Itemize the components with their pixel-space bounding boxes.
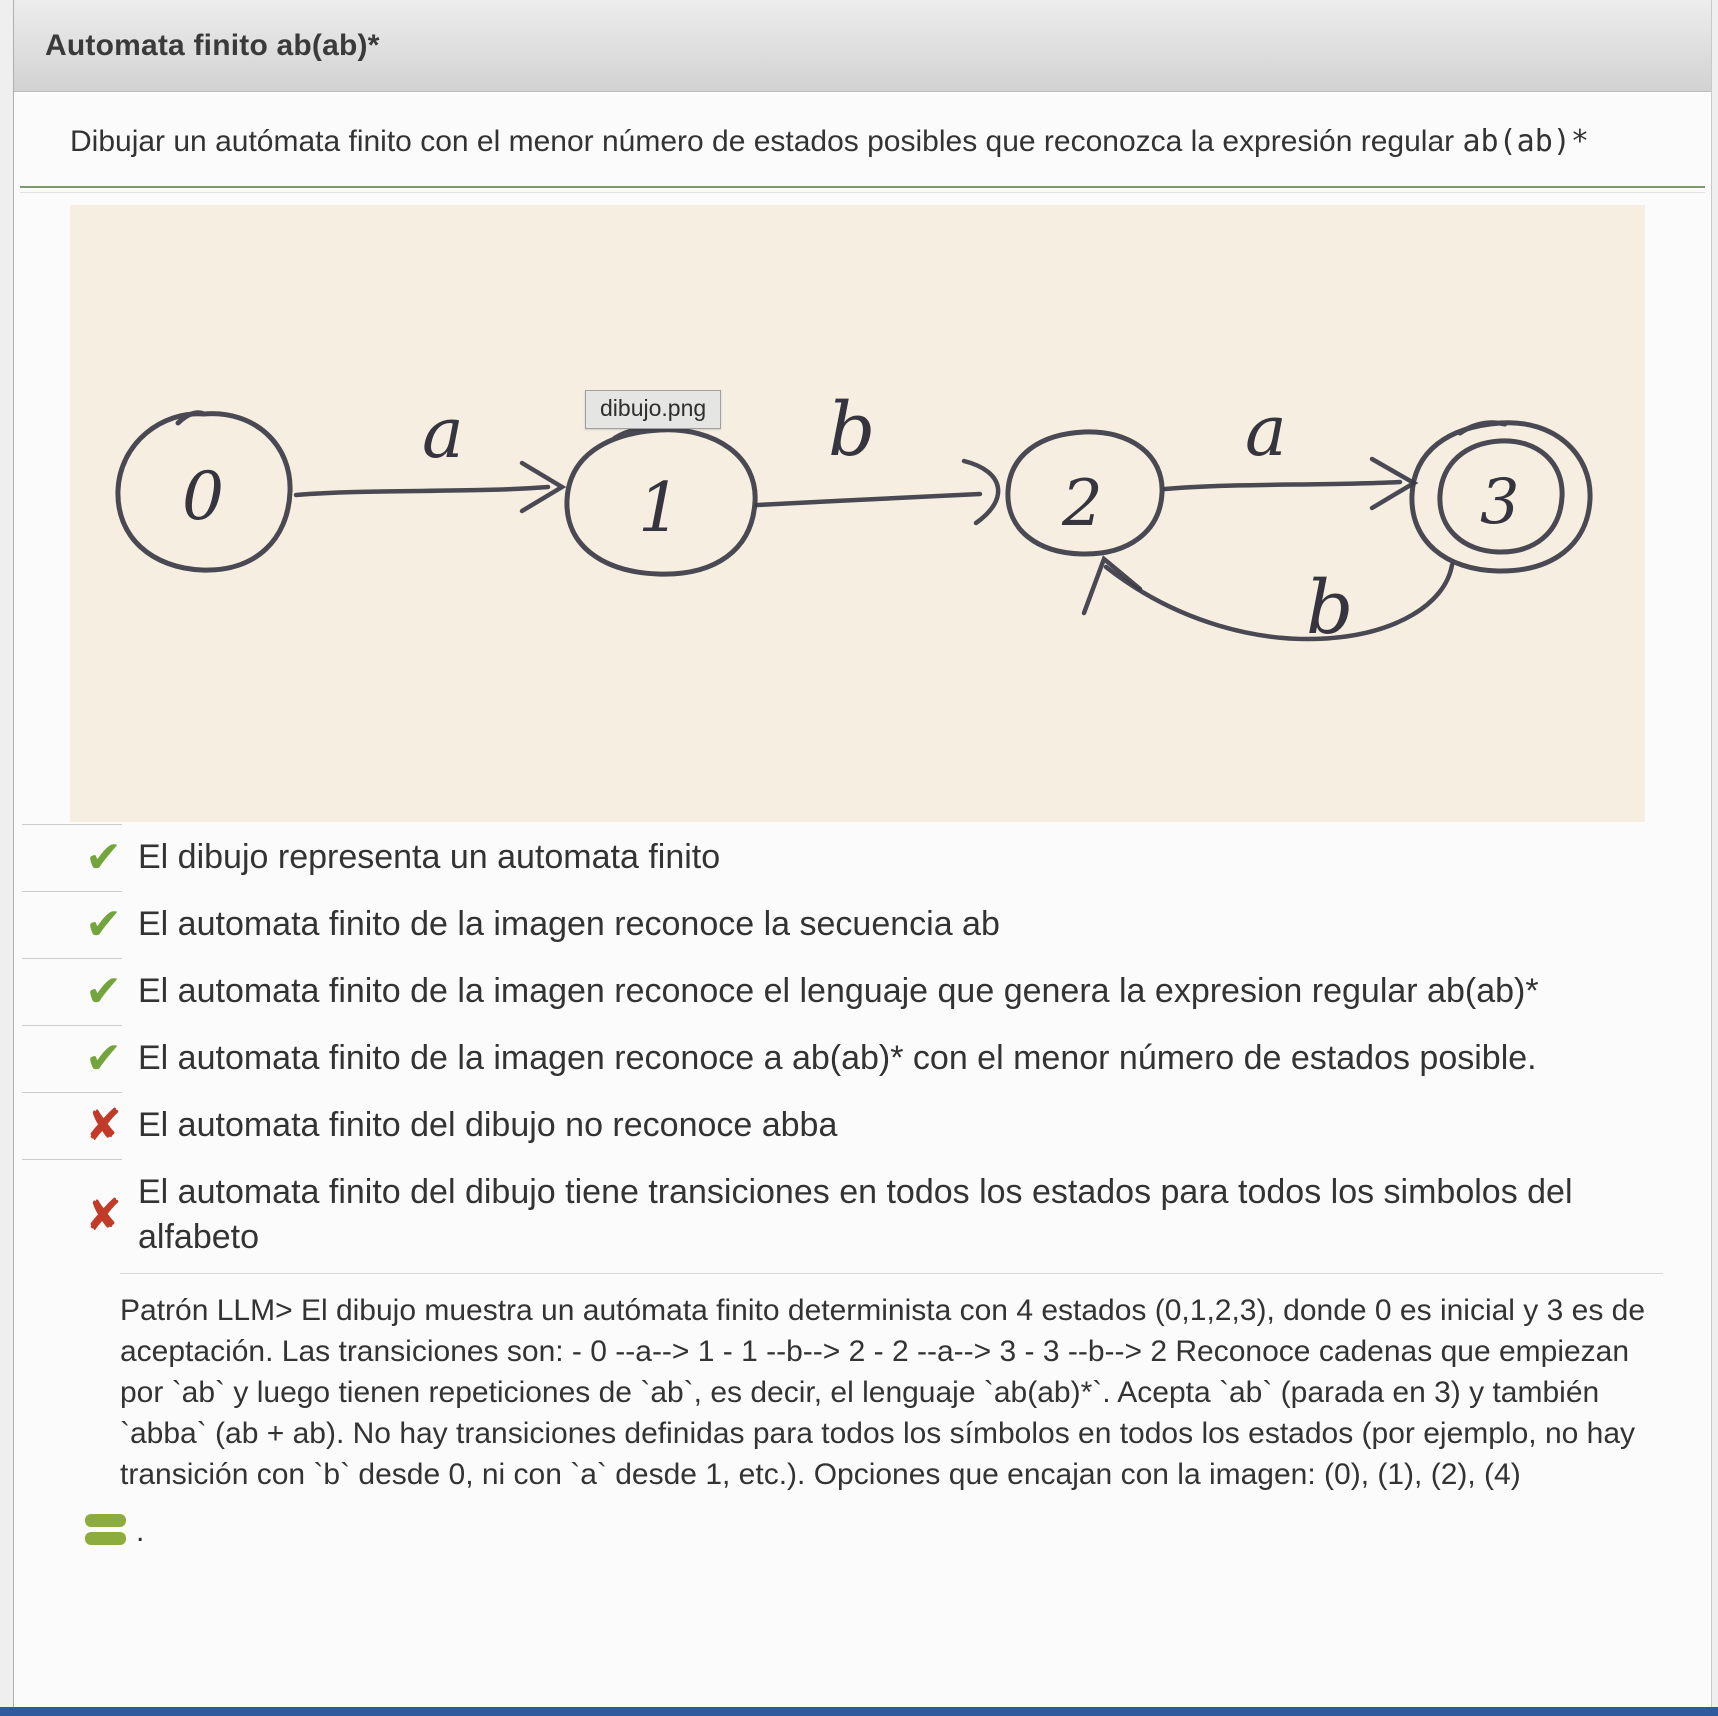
state-2-label: 2 <box>1062 467 1103 541</box>
question-header <box>14 0 1711 92</box>
feedback-text: El automata finito del dibujo tiene transiciones en todos los estados para todos los simbolos del alfabeto <box>138 1173 1573 1256</box>
faint-divider <box>20 192 1705 193</box>
transition-1-2-arrowhead <box>964 461 998 523</box>
image-filename-tooltip: dibujo.png <box>585 390 721 429</box>
llm-analysis-text: Patrón LLM> El dibujo muestra un autómata finito determinista con 4 estados (0,1,2,3), donde 0 es inicial y 3 es de aceptación. Las transiciones son: - 0 --a--> 1 - 1 --b--> 2 - 2 --a--> 3 - 3 --b--> 2 Reconoce cadenas que empiezan por `ab` y luego tienen repeticiones de `ab`, es decir, el lenguaje `ab(ab)*`. Acepta `ab` (parada en 3) y también `abba` (ab + ab). No hay transiciones definidas para todos los símbolos en todos los estados (por ejemplo, no hay transición con `b` desde 0, ni con `a` desde 1, etc.). Opciones que encajan con la imagen: (0), (1), (2), (4) <box>120 1294 1646 1491</box>
automaton-drawing-image[interactable] <box>70 205 1645 822</box>
question-text <box>70 120 1660 164</box>
check-icon <box>85 1037 122 1081</box>
footer-period: . <box>136 1515 145 1548</box>
transition-3-2-symbol: b <box>1306 565 1354 651</box>
feedback-row-4 <box>22 1025 1711 1092</box>
automaton-diagram <box>70 205 1645 822</box>
feedback-row-2 <box>22 891 1711 958</box>
feedback-text: El automata finito de la imagen reconoce la secuencia ab <box>138 905 1000 943</box>
footer <box>85 1509 1711 1548</box>
transition-0-1-line <box>296 487 548 495</box>
cross-icon <box>85 1104 122 1148</box>
transition-3-2-curve <box>1106 565 1452 639</box>
state-1-label: 1 <box>638 469 682 548</box>
check-icon <box>85 836 122 880</box>
page-title: Automata finito ab(ab)* <box>45 28 380 62</box>
bottom-blue-bar <box>0 1707 1718 1716</box>
question-section <box>14 92 1711 164</box>
regex-code: ab(ab)* <box>1462 124 1589 159</box>
transition-2-3-symbol: a <box>1245 390 1287 472</box>
feedback-text: El automata finito de la imagen reconoce a ab(ab)* con el menor número de estados posible. <box>138 1039 1537 1077</box>
question-panel <box>13 0 1712 1707</box>
equals-icon <box>85 1509 126 1545</box>
question-sentence: Dibujar un autómata finito con el menor número de estados posibles que reconozca la expresión regular <box>70 125 1455 158</box>
check-icon <box>85 970 122 1014</box>
feedback-list <box>14 824 1711 1271</box>
feedback-row-3 <box>22 958 1711 1025</box>
transition-2-3-line <box>1165 482 1400 489</box>
feedback-text: El automata finito del dibujo no reconoce abba <box>138 1106 838 1144</box>
cross-icon <box>85 1194 122 1238</box>
feedback-text: El dibujo representa un automata finito <box>138 838 721 876</box>
green-divider <box>20 186 1705 188</box>
transition-0-1-symbol: a <box>422 392 464 474</box>
transition-1-2-symbol: b <box>828 387 876 473</box>
state-3-label: 3 <box>1480 465 1520 538</box>
feedback-row-1 <box>22 824 1711 891</box>
check-icon <box>85 903 122 947</box>
feedback-row-5 <box>22 1092 1711 1159</box>
state-0-label: 0 <box>182 458 224 535</box>
feedback-row-6 <box>22 1159 1711 1271</box>
feedback-text: El automata finito de la imagen reconoce el lenguaje que genera la expresion regular ab(ab)* <box>138 972 1539 1010</box>
transition-1-2-line <box>757 494 980 505</box>
analysis-divider <box>120 1273 1663 1274</box>
